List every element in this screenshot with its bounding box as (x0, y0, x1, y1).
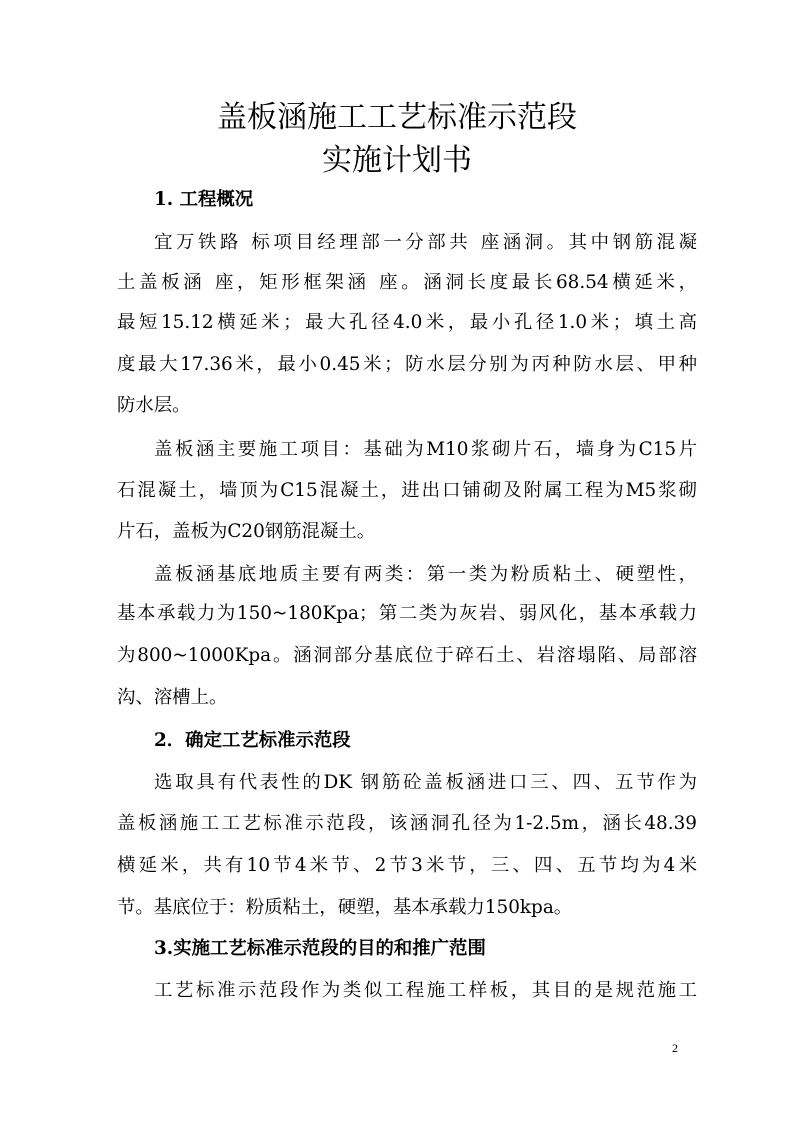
page-number: 2 (672, 1041, 678, 1055)
paragraph-line: 防水层。 (117, 395, 191, 416)
paragraph-line: 度最大17.36米，最小0.45米；防水层分别为丙种防水层、甲种 (117, 354, 697, 375)
paragraph-line: 节。基底位于：粉质粘土，硬塑，基本承载力150kpa。 (117, 897, 573, 918)
paragraph-line: 最短15.12横延米；最大孔径4.0米，最小孔径1.0米；填土高 (117, 312, 697, 333)
paragraph-line: 沟、溶槽上。 (117, 687, 228, 708)
document-title-line-2: 实施计划书 (322, 143, 472, 178)
paragraph-line: 石混凝土，墙顶为C15混凝土，进出口铺砌及附属工程为M5浆砌 (117, 480, 697, 501)
section-heading-1: 1. 工程概况 (154, 189, 254, 210)
paragraph-line: 盖板涵基底地质主要有两类：第一类为粉质粘土、硬塑性， (154, 564, 697, 585)
paragraph-line: 为800~1000Kpa。涵洞部分基底位于碎石土、岩溶塌陷、局部溶 (117, 645, 697, 666)
paragraph-line: 宜万铁路 标项目经理部一分部共 座涵洞。其中钢筋混凝 (154, 232, 697, 253)
document-title-line-1: 盖板涵施工工艺标准示范段 (217, 100, 577, 135)
paragraph-line: 选取具有代表性的DK 钢筋砼盖板涵进口三、四、五节作为 (154, 772, 697, 793)
paragraph-line: 土盖板涵 座，矩形框架涵 座。涵洞长度最长68.54横延米， (117, 272, 697, 293)
paragraph-line: 盖板涵施工工艺标准示范段，该涵洞孔径为1-2.5m，涵长48.39 (117, 813, 697, 834)
paragraph-line: 基本承载力为150~180Kpa；第二类为灰岩、弱风化，基本承载力 (117, 603, 697, 624)
section-heading-2: 2．确定工艺标准示范段 (154, 730, 351, 751)
paragraph-line: 工艺标准示范段作为类似工程施工样板，其目的是规范施工 (154, 980, 697, 1001)
paragraph-line: 片石，盖板为C20钢筋混凝土。 (117, 521, 376, 542)
paragraph-line: 横延米，共有10节4米节、2节3米节，三、四、五节均为4米 (117, 855, 697, 876)
paragraph-line: 盖板涵主要施工项目：基础为M10浆砌片石，墙身为C15片 (154, 439, 697, 460)
section-heading-3: 3.实施工艺标准示范段的目的和推广范围 (154, 938, 486, 959)
